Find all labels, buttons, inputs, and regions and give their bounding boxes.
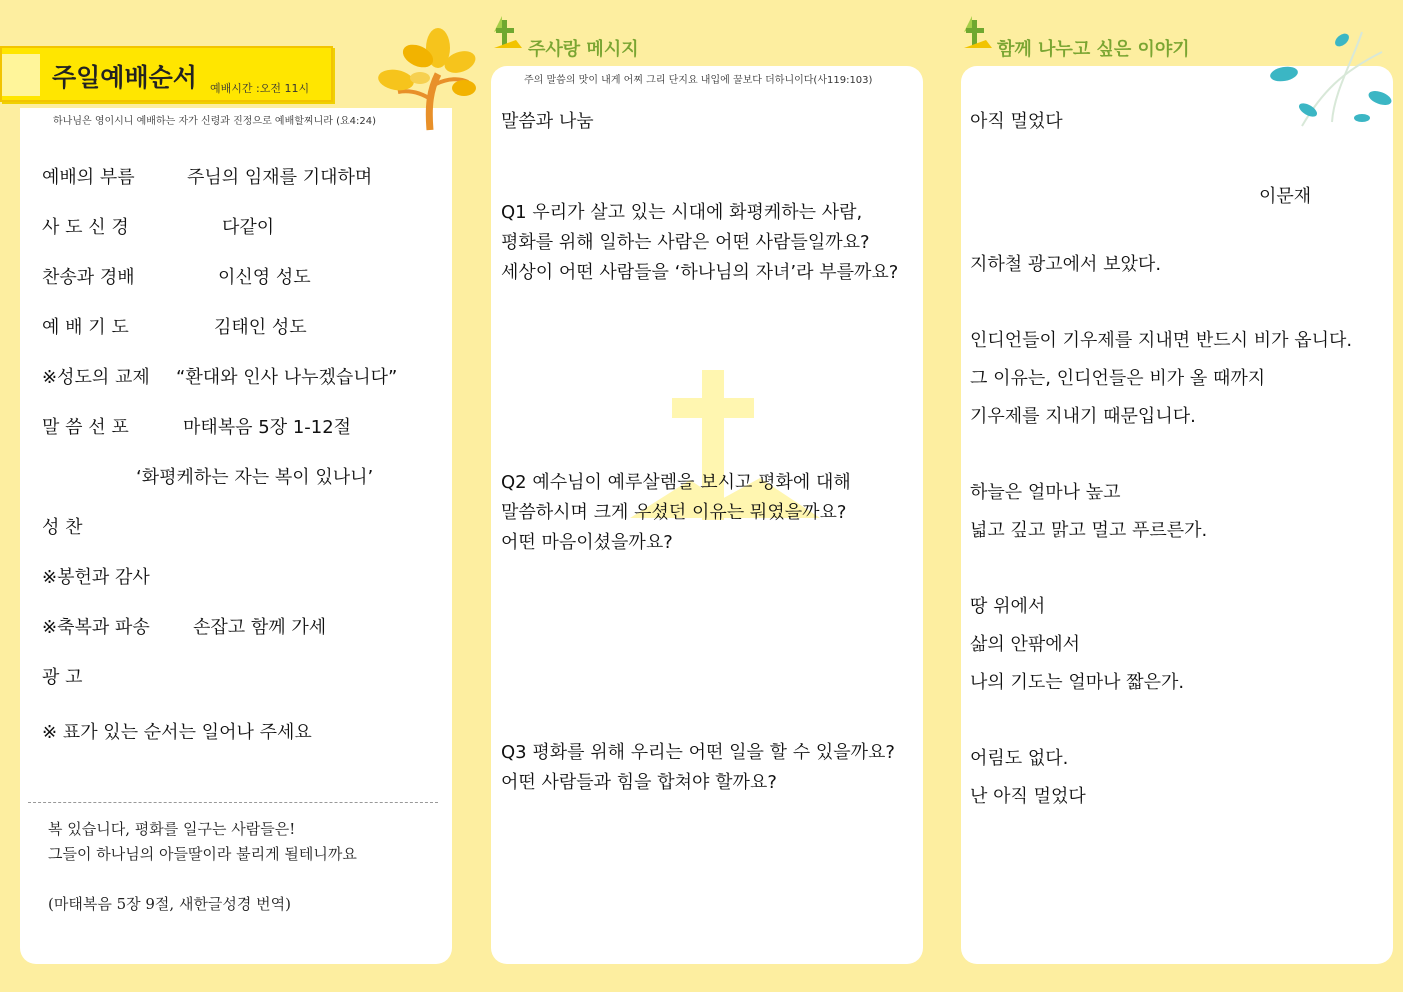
poem-line: 어림도 없다. — [970, 748, 1069, 769]
order-row — [42, 313, 307, 339]
poem-line: 그 이유는, 인디언들은 비가 올 때까지 — [970, 368, 1266, 389]
order-row — [42, 563, 150, 589]
q2-line-3: 어떤 마음이셨을까요? — [501, 532, 673, 553]
yellow-tree-icon — [368, 26, 478, 132]
order-detail: 김태인 성도 — [214, 317, 307, 338]
poem-title: 아직 멀었다 — [970, 111, 1063, 132]
order-row — [42, 163, 373, 189]
q1-line-3: 세상이 어떤 사람들을 ‘하나님의 자녀’라 부를까요? — [501, 262, 899, 283]
order-row — [42, 213, 275, 239]
blessing-line-1: 복 있습니다, 평화를 일구는 사람들은! — [48, 820, 296, 838]
standing-note: ※ 표가 있는 순서는 일어나 주세요 — [42, 722, 312, 743]
teal-leaves-icon — [1262, 22, 1397, 130]
poem-line: 지하철 광고에서 보았다. — [970, 254, 1162, 275]
q3-line-1: Q3 평화를 위해 우리는 어떤 일을 할 수 있을까요? — [501, 742, 895, 763]
cross-logo-icon — [492, 14, 524, 50]
order-detail: 다같이 — [222, 217, 275, 238]
order-detail: ‘화평케하는 자는 복이 있나니’ — [136, 467, 374, 488]
worship-verse: 하나님은 영이시니 예배하는 자가 신령과 진정으로 예배할찌니라 (요4:24) — [53, 116, 376, 127]
order-detail: 주님의 임재를 기대하며 — [187, 167, 373, 188]
order-detail: 손잡고 함께 가세 — [193, 617, 327, 638]
poem-line: 삶의 안팎에서 — [970, 634, 1081, 655]
poem-line: 기우제를 지내기 때문입니다. — [970, 406, 1196, 427]
order-item: ※봉헌과 감사 — [42, 567, 150, 588]
worship-title: 주일예배순서 — [52, 63, 197, 92]
order-row — [42, 263, 311, 289]
worship-time: 예배시간 :오전 11시 — [210, 82, 310, 95]
poem-line: 나의 기도는 얼마나 짧은가. — [970, 672, 1185, 693]
order-item: ※성도의 교제 — [42, 367, 150, 388]
q2-line-2: 말씀하시며 크게 우셨던 이유는 뭐였을까요? — [501, 502, 847, 523]
poem-author: 이문재 — [1259, 186, 1312, 207]
order-item: 예배의 부름 — [42, 167, 135, 188]
poem-line: 하늘은 얼마나 높고 — [970, 482, 1121, 503]
message-verse: 주의 말씀의 맛이 내게 어찌 그리 단지요 내입에 꿀보다 더하니이다(사119:103) — [524, 75, 873, 86]
order-detail: 마태복음 5장 1-12절 — [183, 417, 352, 438]
order-detail: “환대와 인사 나누겠습니다” — [176, 367, 398, 388]
poem-line: 땅 위에서 — [970, 596, 1046, 617]
q2-line-1: Q2 예수님이 예루살렘을 보시고 평화에 대해 — [501, 472, 851, 493]
order-item: 사 도 신 경 — [42, 217, 129, 238]
cross-logo-icon — [962, 14, 994, 50]
order-row — [42, 413, 352, 439]
order-item: 광 고 — [42, 667, 83, 688]
blessing-source: (마태복음 5장 9절, 새한글성경 번역) — [48, 895, 292, 913]
message-section-title: 말씀과 나눔 — [501, 111, 594, 132]
q1-line-2: 평화를 위해 일하는 사람은 어떤 사람들일까요? — [501, 232, 870, 253]
order-item: 성 찬 — [42, 517, 83, 538]
order-row — [42, 663, 83, 689]
order-item: ※축복과 파송 — [42, 617, 150, 638]
poem-line: 넓고 깊고 맑고 멀고 푸르른가. — [970, 520, 1208, 541]
blessing-line-2: 그들이 하나님의 아들딸이라 불리게 될테니까요 — [48, 845, 357, 863]
poem-line: 난 아직 멀었다 — [970, 786, 1086, 807]
poem-line: 인디언들이 기우제를 지내면 반드시 비가 옵니다. — [970, 330, 1353, 351]
cross-watermark-horizontal — [672, 398, 754, 418]
message-header: 주사랑 메시지 — [528, 39, 639, 60]
story-panel — [961, 66, 1393, 964]
order-row — [42, 513, 83, 539]
order-item: 찬송과 경배 — [42, 267, 135, 288]
q1-line-1: Q1 우리가 살고 있는 시대에 화평케하는 사람, — [501, 202, 863, 223]
divider — [28, 802, 438, 803]
order-detail: 이신영 성도 — [218, 267, 311, 288]
q3-line-2: 어떤 사람들과 힘을 합쳐야 할까요? — [501, 772, 777, 793]
title-stripe — [2, 54, 40, 96]
order-item: 말 씀 선 포 — [42, 417, 129, 438]
order-item: 예 배 기 도 — [42, 317, 129, 338]
order-row — [42, 363, 398, 389]
order-row — [42, 613, 327, 639]
worship-title-bar — [0, 46, 333, 102]
story-header: 함께 나누고 싶은 이야기 — [997, 39, 1190, 60]
